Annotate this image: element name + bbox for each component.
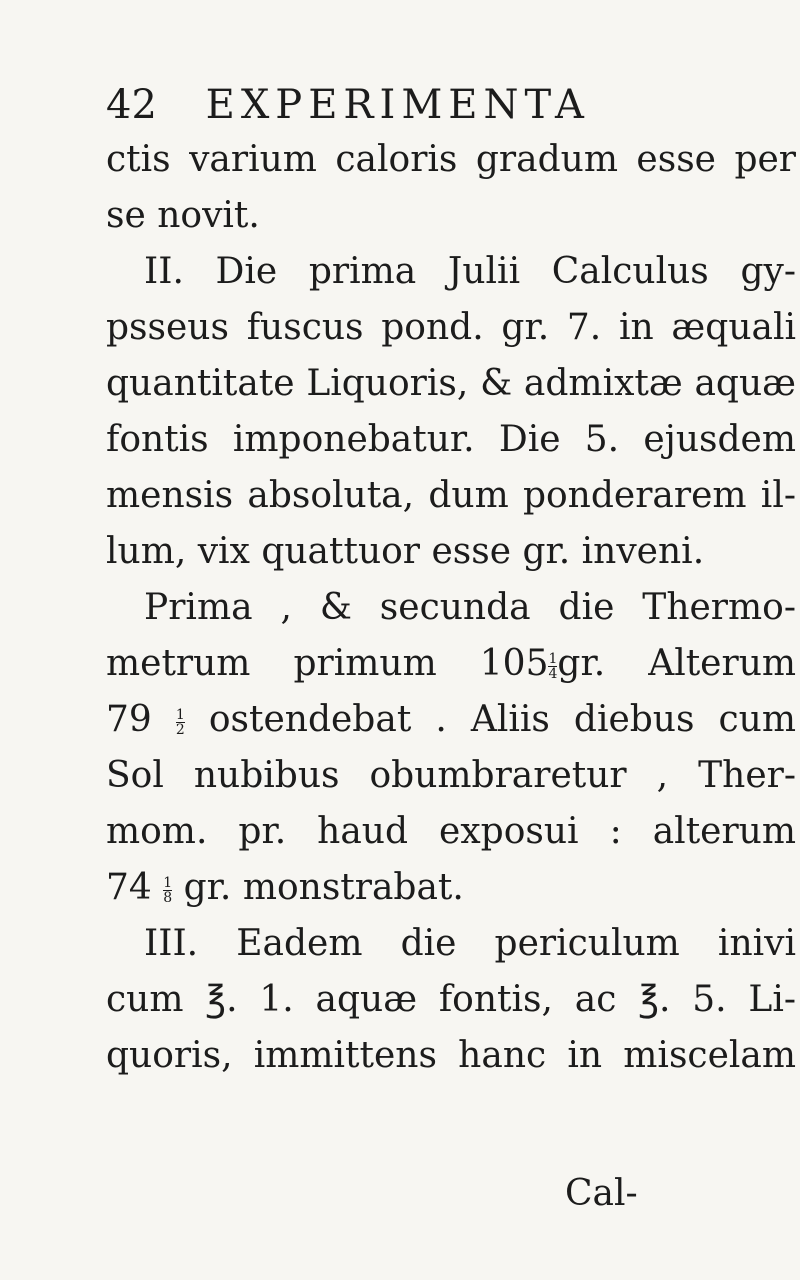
text-line: quantitate Liquoris, & admixtæ aquæ (106, 363, 796, 404)
text-line: mom. pr. haud exposui : alterum (106, 811, 796, 852)
body-text (106, 132, 796, 1084)
text-line: psseus fuscus pond. gr. 7. in æquali (106, 307, 796, 348)
catchword: Cal- (565, 1173, 638, 1214)
text-line-with-fraction (106, 636, 796, 692)
paragraph-start-line: II. Die prima Julii Calculus gy- (144, 251, 796, 292)
text-line: quoris, immittens hanc in miscelam (106, 1035, 796, 1076)
running-title: EXPERIMENTA (205, 82, 590, 128)
line-segment: ostendebat . Aliis diebus cum (184, 699, 796, 740)
fraction-denominator: 4 (548, 665, 558, 682)
line-segment: gr. Alterum (557, 643, 797, 684)
text-line: se novit. (106, 195, 260, 236)
text-line: mensis absoluta, dum ponderarem il- (106, 475, 796, 516)
line-segment: 79 (106, 699, 176, 740)
fraction-numerator: 1 (163, 874, 173, 891)
line-segment: gr. monstrabat. (172, 867, 464, 908)
text-line: cum ℥. 1. aquæ fontis, ac ℥. 5. Li- (106, 979, 796, 1020)
text-line: lum, vix quattuor esse gr. inveni. (106, 531, 705, 572)
page-header (106, 82, 590, 128)
fraction-denominator: 8 (163, 889, 173, 906)
text-line-with-fraction (106, 860, 796, 916)
line-segment: 74 (106, 867, 164, 908)
fraction (163, 876, 172, 905)
text-line: fontis imponebatur. Die 5. ejusdem (106, 419, 796, 460)
fraction (176, 708, 185, 737)
text-line: Sol nubibus obumbraretur , Ther- (106, 755, 796, 796)
text-line-with-fraction (106, 692, 796, 748)
page-number: 42 (106, 82, 157, 128)
fraction-numerator: 1 (548, 650, 558, 667)
line-segment: metrum primum 105 (106, 643, 549, 684)
fraction-numerator: 1 (175, 706, 185, 723)
text-line: ctis varium caloris gradum esse per (106, 139, 796, 180)
paragraph-start-line: Prima , & secunda die Thermo- (144, 587, 796, 628)
fraction-denominator: 2 (175, 721, 185, 738)
paragraph-start-line: III. Eadem die periculum inivi (144, 923, 796, 964)
